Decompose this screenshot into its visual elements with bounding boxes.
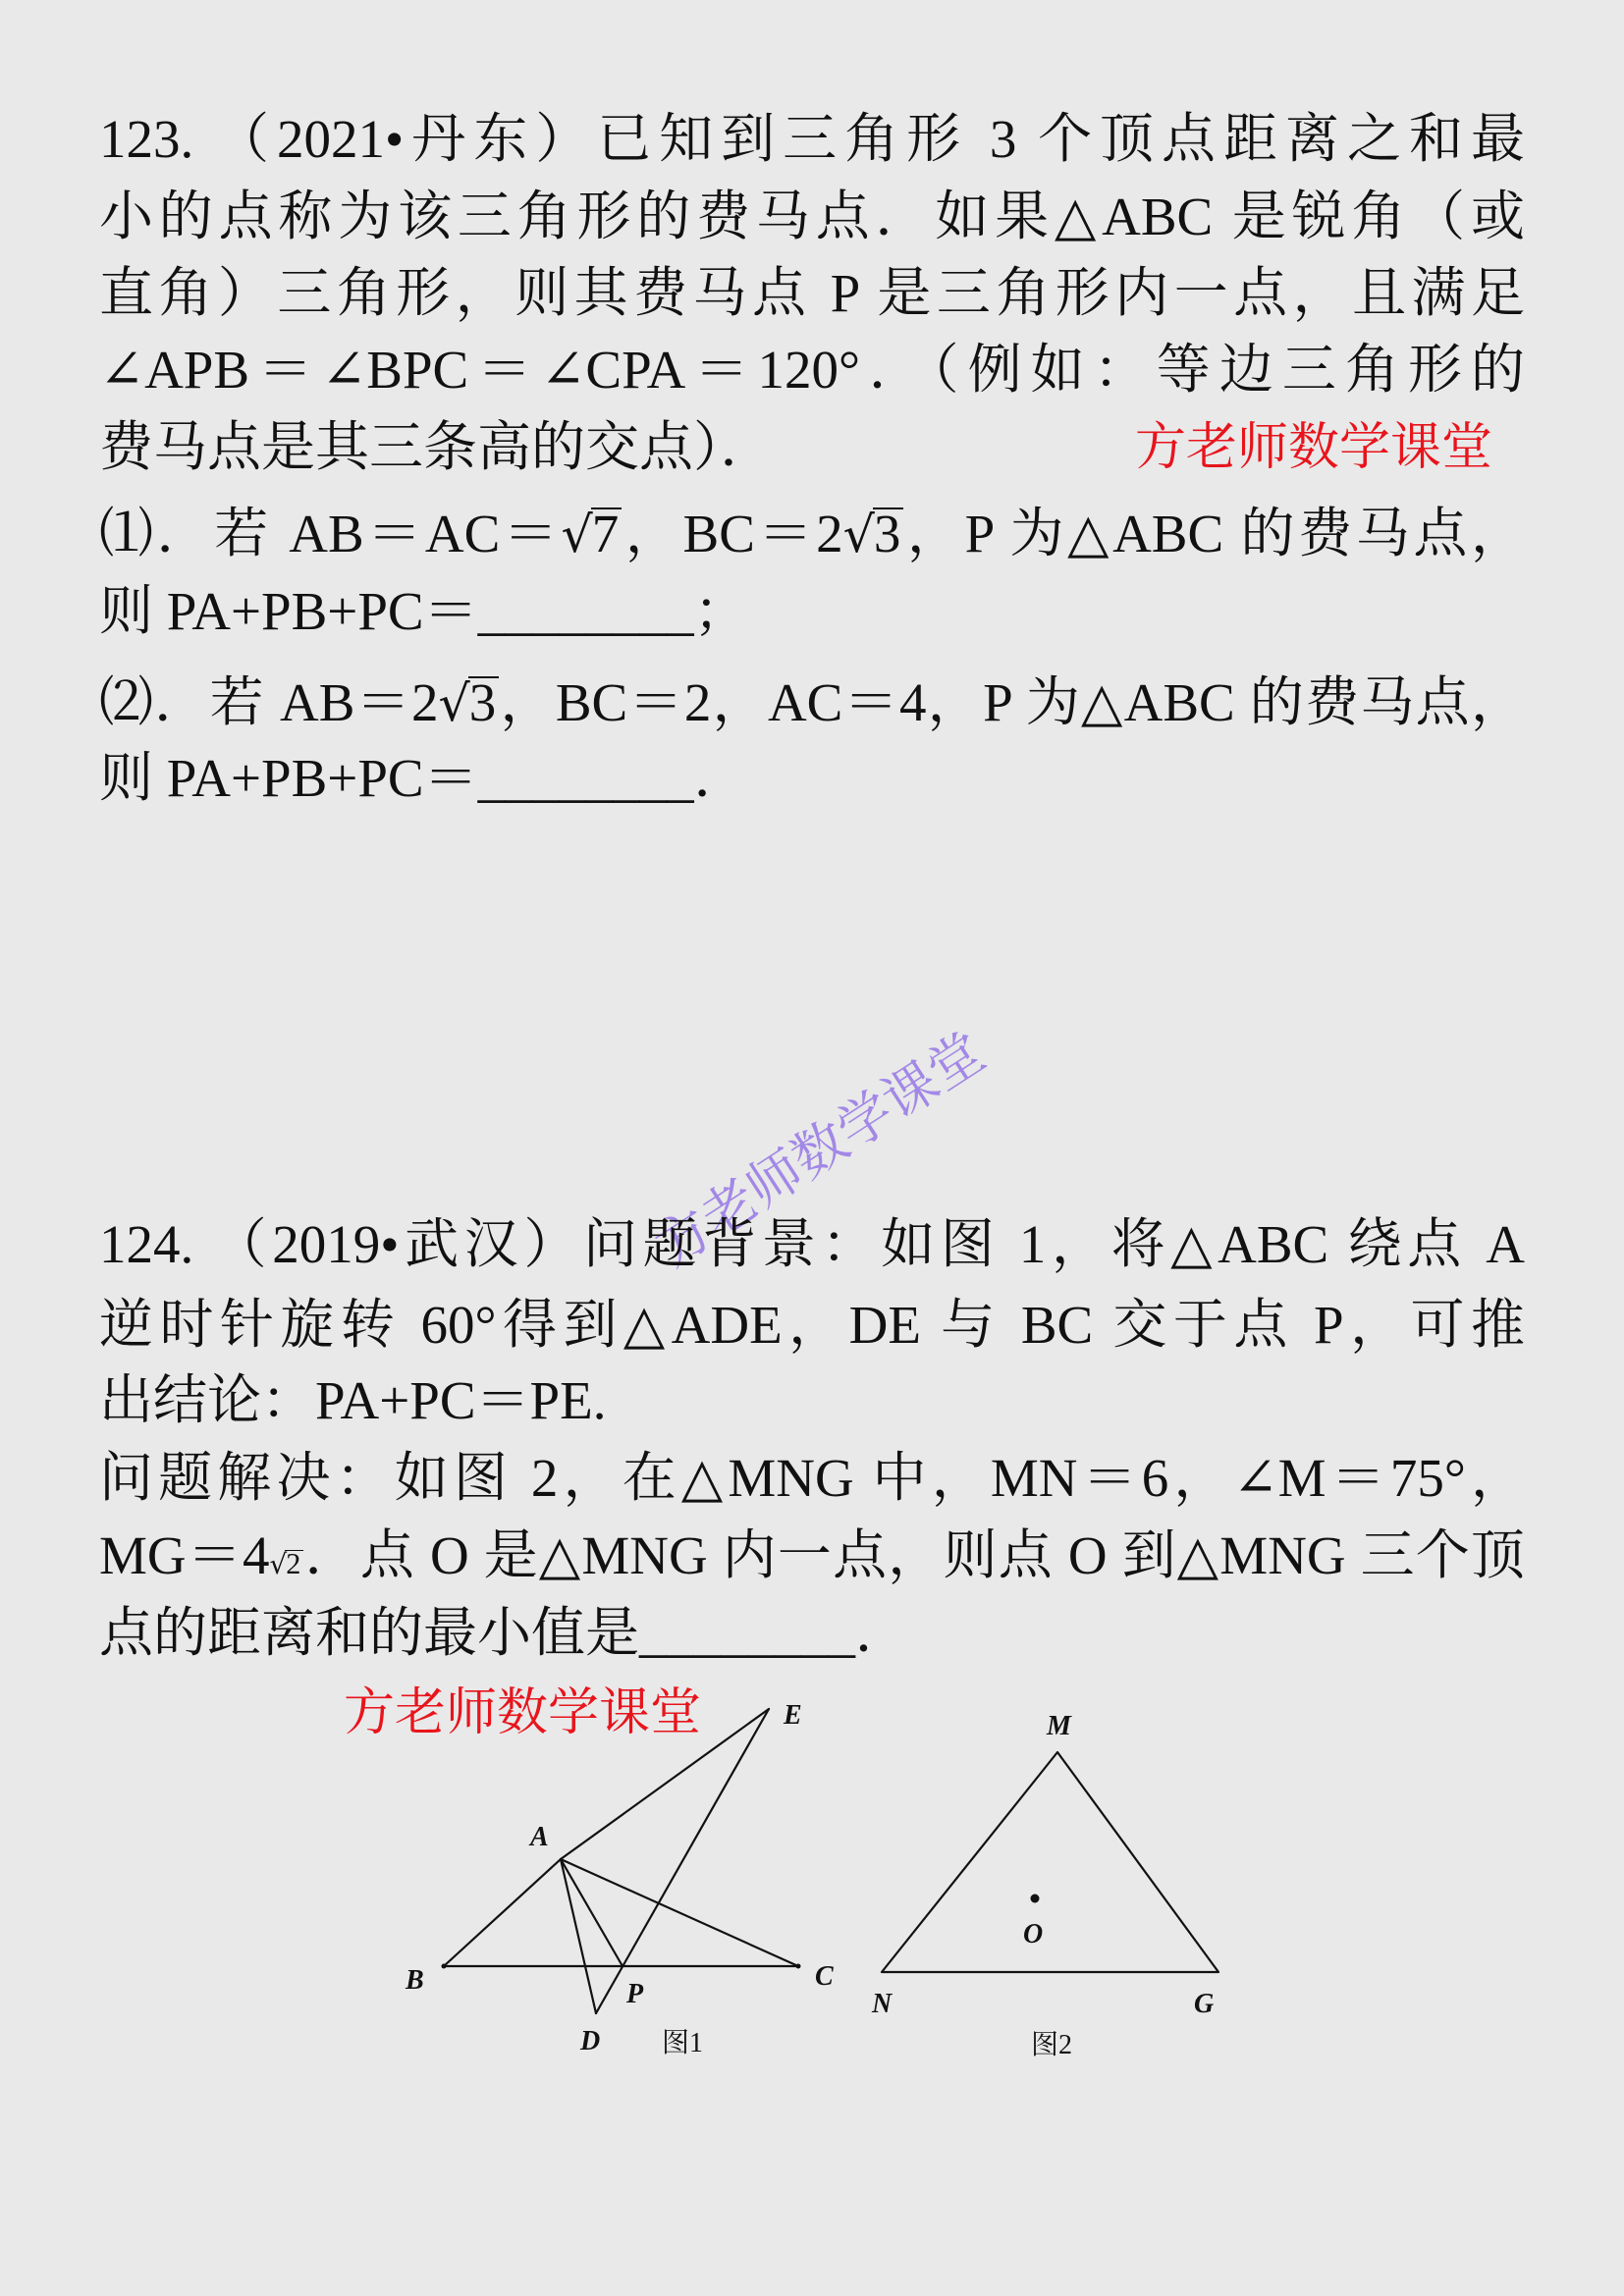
- label-a: A: [530, 1822, 549, 1852]
- label-n: N: [872, 1989, 893, 2019]
- problem-123-line-1: 123. （2021•丹东）已知到三角形 3 个顶点距离之和最: [99, 109, 1525, 169]
- label-d: D: [580, 2026, 601, 2056]
- figure-2-caption: 图2: [1031, 2030, 1073, 2060]
- radicand: 3: [873, 507, 904, 560]
- figure-1-segments: [444, 1709, 798, 2013]
- point-o-dot: [1031, 1895, 1040, 1903]
- problem-124-line-3: 出结论：PA+PC＝PE.: [99, 1370, 607, 1430]
- question-text: 则 PA+PB+PC＝: [99, 748, 478, 808]
- problem-123-part-1-condition: [99, 495, 1525, 572]
- segment-ap: [561, 1859, 623, 1966]
- problem-123-line-5: 费马点是其三条高的交点）．: [99, 417, 775, 477]
- question-text: 则 PA+PB+PC＝: [99, 581, 478, 641]
- problem-123-line-2: 小的点称为该三角形的费马点．如果△ABC 是锐角（或: [99, 187, 1525, 246]
- part-1-lead: ⑴．若 AB＝AC＝: [99, 504, 562, 563]
- part-2-tail: ，BC＝2，AC＝4，P 为△ABC 的费马点，: [499, 672, 1525, 732]
- part-1-tail: ，P 为△ABC 的费马点，: [903, 504, 1526, 563]
- problem-123-line-3: 直角）三角形，则其费马点 P 是三角形内一点，且满足: [99, 263, 1525, 323]
- question-text: 点的距离和的最小值是: [99, 1603, 640, 1663]
- label-p: P: [626, 1979, 644, 2009]
- answer-blank: ________: [477, 581, 694, 641]
- problem-123-part-2-condition: [99, 664, 1525, 741]
- label-g: G: [1194, 1989, 1215, 2019]
- label-o: O: [1023, 1919, 1044, 1949]
- radicand: 3: [468, 676, 500, 728]
- square-root-2: [270, 1549, 304, 1578]
- vertex-b-dot: [442, 1964, 447, 1969]
- watermark: 方老师数学课堂: [644, 1020, 996, 1279]
- square-root-3: [438, 672, 500, 732]
- problem-124-line-2: 逆时针旋转 60°得到△ADE，DE 与 BC 交于点 P，可推: [99, 1295, 1525, 1355]
- brand-label: 方老师数学课堂: [344, 1683, 702, 1742]
- radicand: 7: [591, 507, 623, 560]
- radical-sign: √: [438, 674, 470, 732]
- part-2-lead: ⑵．若 AB＝2: [99, 672, 439, 732]
- problem-124-line-5: [99, 1517, 1525, 1594]
- segment-de: [596, 1709, 769, 2013]
- brand-label: 方老师数学课堂: [1135, 418, 1493, 477]
- figures: [373, 1679, 1276, 2071]
- question-end: ；: [693, 581, 748, 641]
- radical-sign: √: [269, 1548, 288, 1580]
- problem-123-part-2-question: [99, 739, 748, 817]
- radical-sign: √: [561, 506, 593, 563]
- answer-blank: ________: [477, 748, 694, 808]
- problem-123-part-1-question: [99, 572, 748, 650]
- label-e: E: [784, 1700, 802, 1731]
- problem-123-line-4: ∠APB＝∠BPC＝∠CPA＝120°．（例如：等边三角形的: [99, 340, 1525, 400]
- problem-124-line-4: 问题解决：如图 2，在△MNG 中，MN＝6，∠M＝75°，: [99, 1448, 1525, 1508]
- segment-ac: [561, 1859, 798, 1966]
- figure-2: [871, 1711, 1218, 2060]
- triangle-mng: [882, 1752, 1218, 1972]
- segment-ae: [561, 1709, 769, 1859]
- problem-124-line-1: 124. （2019•武汉）问题背景：如图 1，将△ABC 绕点 A: [99, 1214, 1525, 1274]
- label-c: C: [815, 1961, 834, 1992]
- figure-1: [405, 1700, 834, 2058]
- square-root-3: [842, 504, 904, 563]
- question-end: ．: [855, 1603, 910, 1663]
- radicand: 2: [285, 1550, 303, 1578]
- line-5-tail: ．点 O 是△MNG 内一点，则点 O 到△MNG 三个顶: [303, 1525, 1526, 1585]
- radical-sign: √: [842, 506, 875, 563]
- square-root-7: [561, 504, 623, 563]
- label-b: B: [406, 1965, 424, 1996]
- question-end: ．: [693, 748, 748, 808]
- part-1-mid: ，BC＝2: [622, 504, 843, 563]
- vertex-c-dot: [796, 1964, 801, 1969]
- segment-ad: [561, 1859, 596, 2013]
- problem-124-line-6: [99, 1594, 909, 1672]
- answer-blank: ________: [639, 1603, 856, 1663]
- line-5-lead: MG＝4: [99, 1525, 270, 1585]
- figure-1-caption: 图1: [662, 2028, 704, 2058]
- segment-ab: [444, 1859, 561, 1966]
- label-m: M: [1047, 1711, 1071, 1741]
